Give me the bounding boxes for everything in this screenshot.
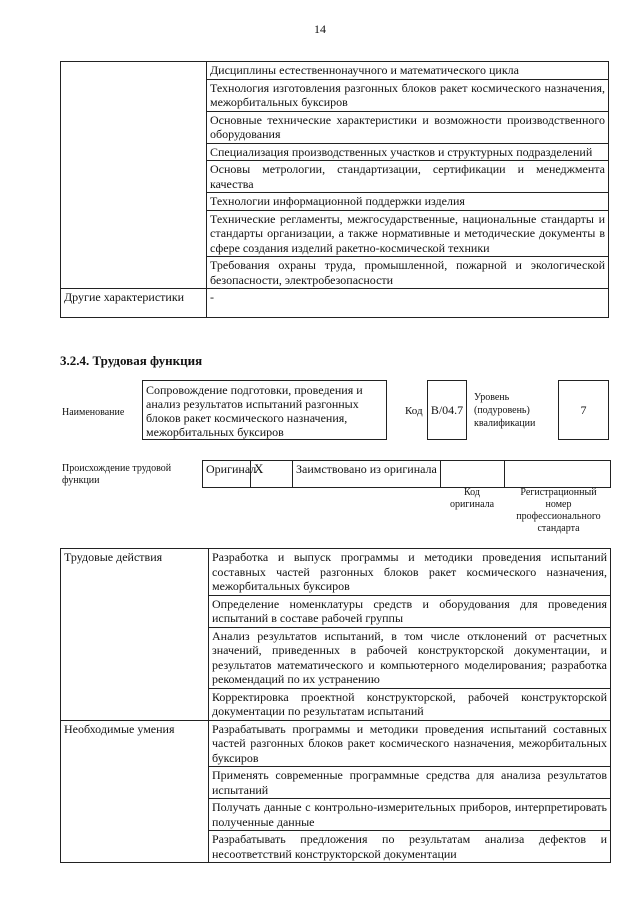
labor-action-item: Анализ результатов испытаний, в том числе отклонений от расчетных значений, приведенных в рабочей конструкторской документации, и результатов математического и компьютерного моделирования; разработка рекомендаций по их устранению [209, 627, 611, 688]
level-label-line: квалификации [474, 418, 536, 429]
labor-action-item: Разработка и выпуск программы и методики проведения испытаний составных частей разгонных блоков ракет космического назначения, межорбитальных буксиров [209, 549, 611, 596]
caption-line: Код [464, 487, 480, 498]
knowledge-table [60, 61, 609, 318]
skill-item: Разрабатывать программы и методики проведения испытаний составных частей разгонных блоков ракет космического назначения, межорбитальных буксиров [209, 720, 611, 767]
kod-label: Код [405, 405, 423, 417]
labor-actions-label: Трудовые действия [61, 549, 209, 721]
knowledge-item: Технологии информационной поддержки изделия [207, 193, 609, 211]
skill-item: Разрабатывать предложения по результатам анализа дефектов и несоответствий конструкторской документации [209, 831, 611, 863]
caption-line: профессионального [516, 511, 601, 522]
level-label-line: (подуровень) [474, 405, 530, 416]
knowledge-label-cell [61, 62, 207, 289]
knowledge-item: Технические регламенты, межгосударственные, национальные стандарты и стандарты организации, а также нормативные и методические документы в сфере создания изделий ракетно-космической техники [207, 210, 609, 257]
registration-number-cell [505, 461, 611, 488]
original-code-cell [441, 461, 505, 488]
caption-line: стандарта [537, 523, 580, 534]
level-value-box: 7 [558, 380, 609, 440]
required-skills-label: Необходимые умения [61, 720, 209, 863]
skill-item: Применять современные программные средства для анализа результатов испытаний [209, 767, 611, 799]
labor-action-item: Определение номенклатуры средств и оборудования для проведения испытаний в составе рабочей группы [209, 595, 611, 627]
page-number: 14 [314, 22, 326, 36]
knowledge-item: Дисциплины естественнонаучного и математического цикла [207, 62, 609, 80]
function-name-box: Сопровождение подготовки, проведения и анализ результатов испытаний разгонных блоков ракет космического назначения, межорбитальных буксиров [142, 380, 387, 440]
original-cell: Оригинал [203, 461, 251, 488]
other-characteristics-label: Другие характеристики [61, 289, 207, 318]
caption-line: номер [545, 499, 572, 510]
caption-original-code [442, 487, 502, 511]
caption-registration-number [507, 487, 610, 535]
knowledge-item: Требования охраны труда, промышленной, пожарной и экологической безопасности, электробезопасности [207, 257, 609, 289]
knowledge-item: Технология изготовления разгонных блоков ракет космического назначения, межорбитальных буксиров [207, 79, 609, 111]
labor-action-item: Корректировка проектной конструкторской, рабочей конструкторской документации по результатам испытаний [209, 688, 611, 720]
level-label [474, 391, 535, 430]
origin-label: Происхождение трудовой функции [62, 463, 172, 486]
original-mark: X [251, 461, 293, 488]
section-title: 3.2.4. Трудовая функция [60, 353, 203, 368]
origin-table [202, 460, 611, 488]
knowledge-item: Основы метрологии, стандартизации, сертификации и менеджмента качества [207, 161, 609, 193]
function-details-table [60, 548, 611, 863]
knowledge-item: Основные технические характеристики и возможности производственного оборудования [207, 111, 609, 143]
kod-value-box: B/04.7 [427, 380, 467, 440]
caption-line: оригинала [449, 499, 495, 510]
name-label: Наименование [62, 407, 125, 418]
knowledge-item: Специализация производственных участков и структурных подразделений [207, 143, 609, 161]
skill-item: Получать данные с контрольно-измерительных приборов, интерпретировать полученные данные [209, 799, 611, 831]
caption-line: Регистрационный [520, 487, 597, 498]
level-label-line: Уровень [474, 392, 510, 403]
other-characteristics-value: - [207, 289, 609, 318]
borrowed-cell: Заимствовано из оригинала [293, 461, 441, 488]
